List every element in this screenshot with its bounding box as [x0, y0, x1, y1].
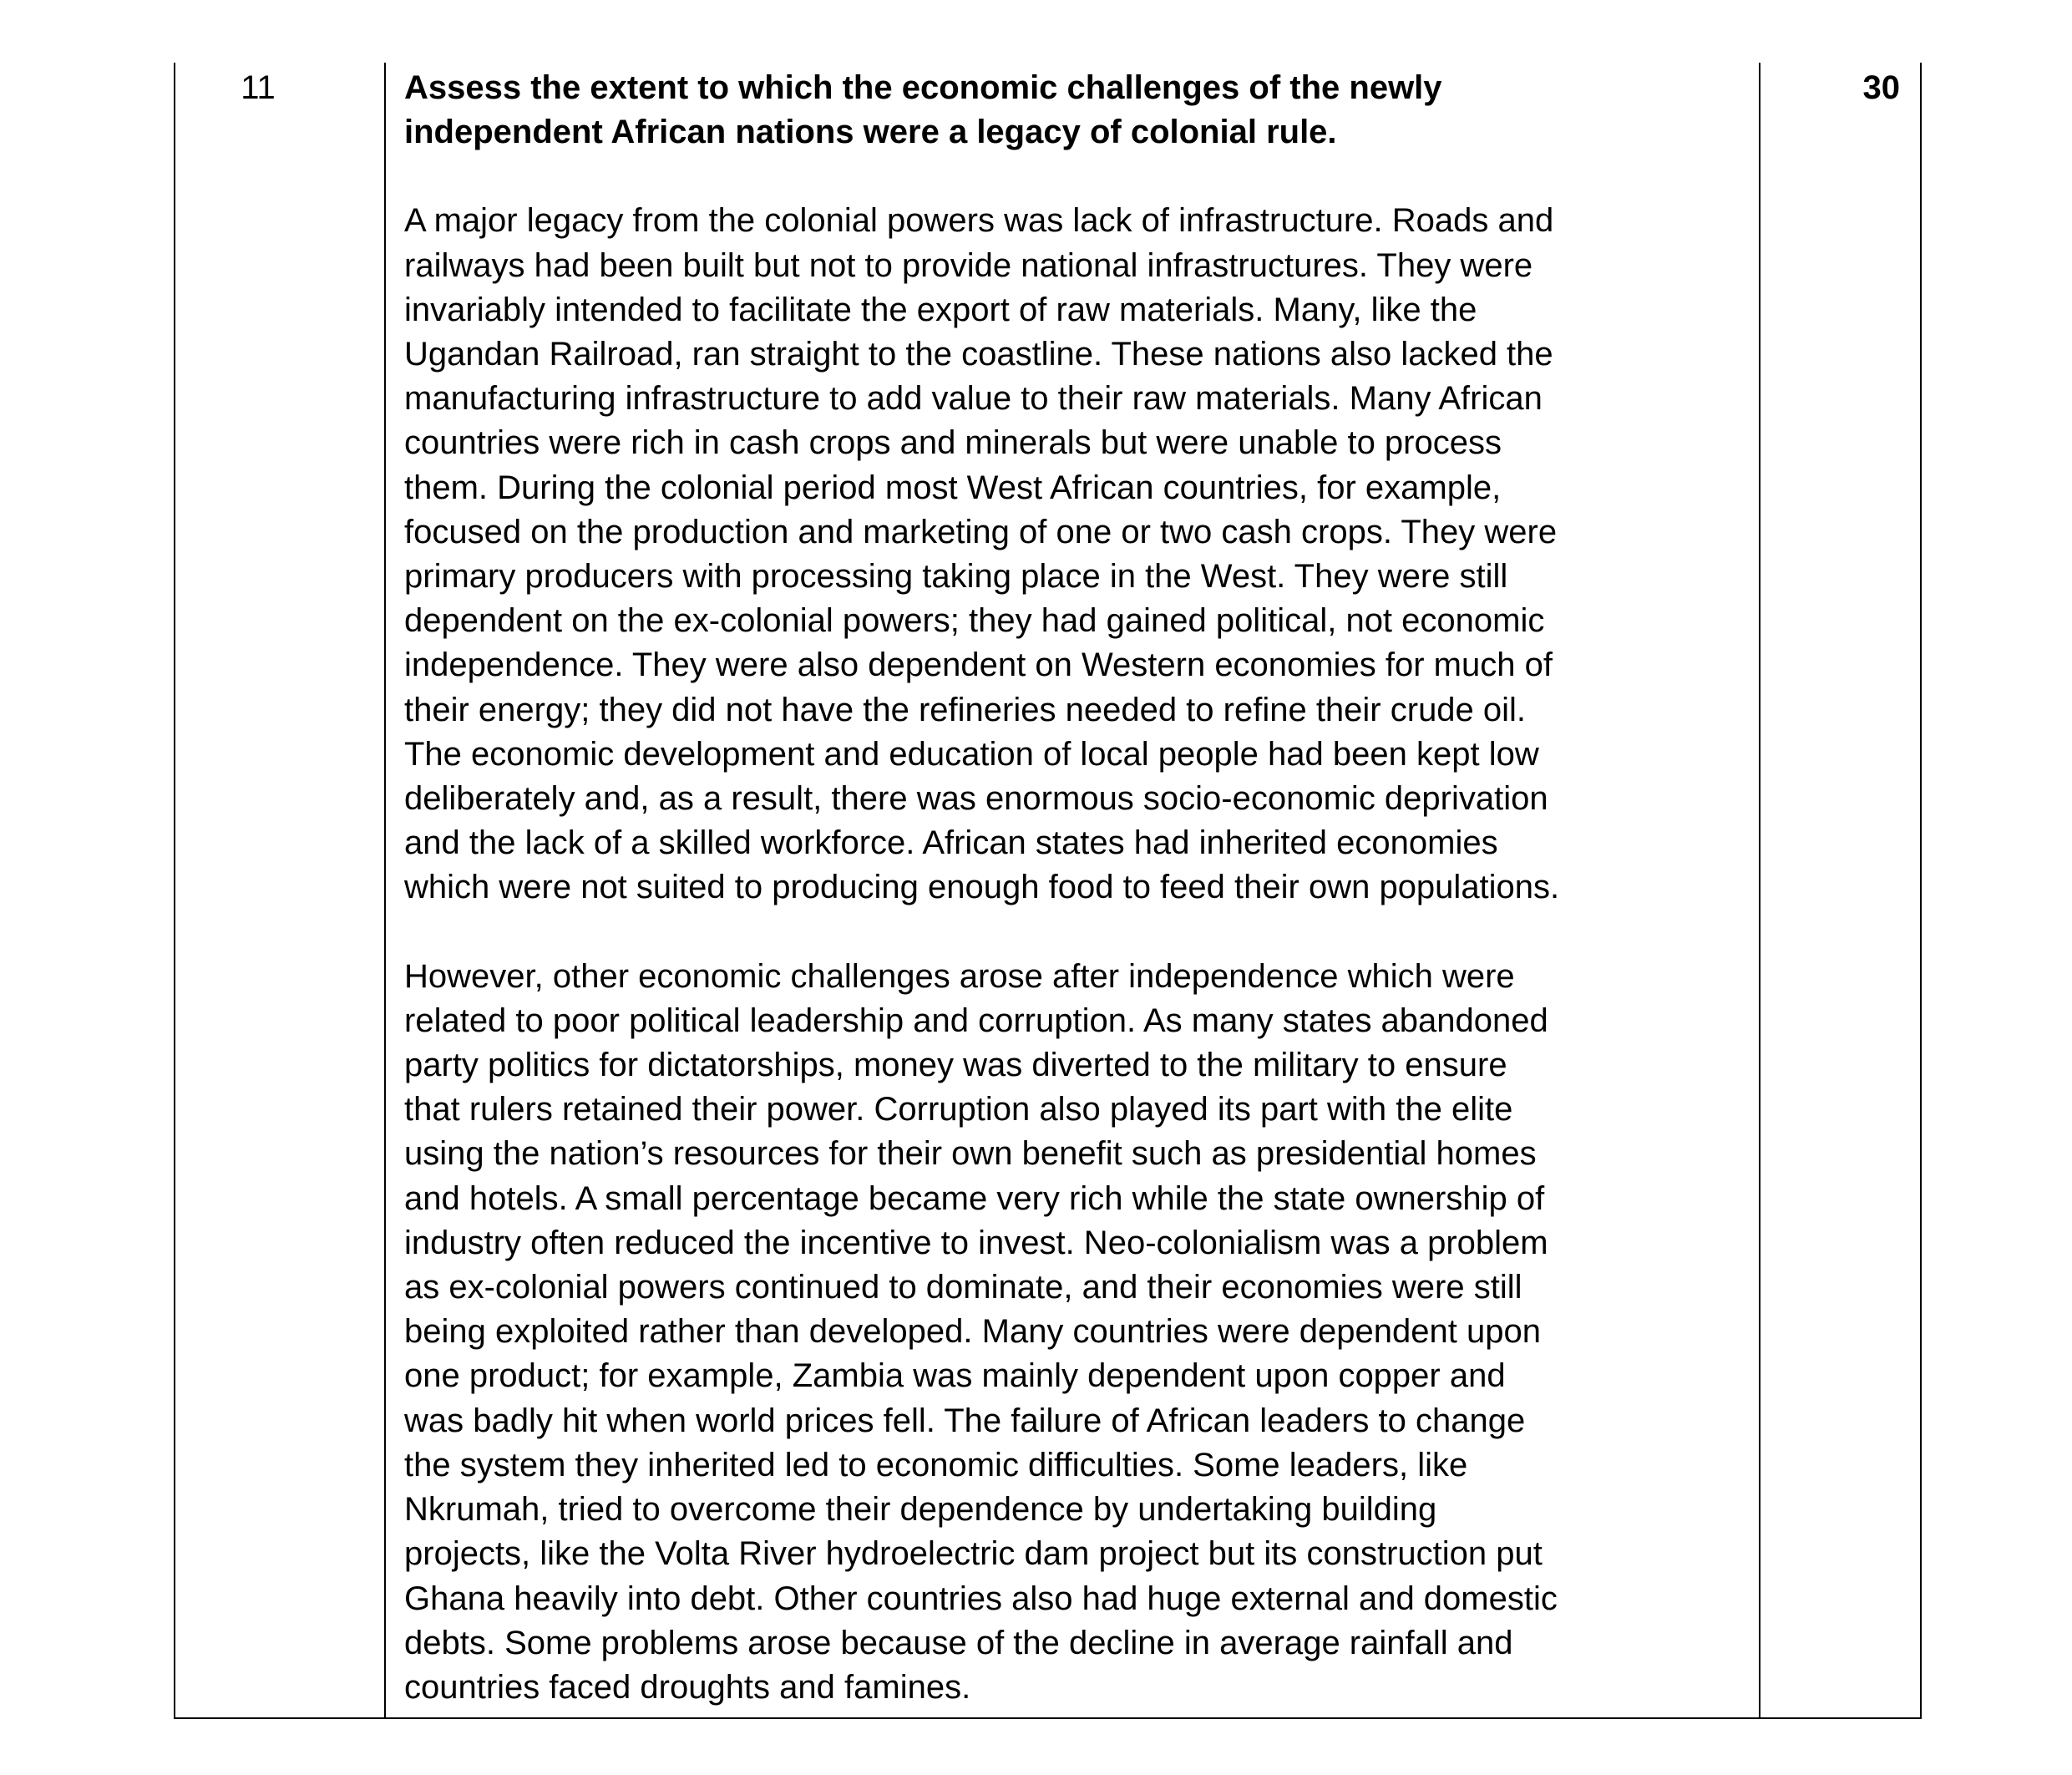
answer-paragraph-2: However, other economic challenges arose after independence which were related to poor political leadership and corruption. As many states abandoned party politics for dictatorships, money was diverted to the military to ensure that rulers retained their power. Corruption also played its part with the elite using the nation’s resources for their own benefit such as presidential homes and hotels. A small percentage became very rich while the state ownership of industry often reduced the incentive to invest. Neo-colonialism was a problem as ex-colonial powers continued to dominate, and their economies were still being exploited rather than developed. Many countries were dependent upon one product; for example, Zambia was mainly dependent upon copper and was badly hit when world prices fell. The failure of African leaders to change the system they inherited led to economic difficulties. Some leaders, like Nkrumah, tried to overcome their dependence by undertaking building projects, like the Volta River hydroelectric dam project but its construction put Ghana heavily into debt. Other countries also had huge external and domestic debts. Some problems arose because of the decline in average rainfall and countries faced droughts and famines. [404, 957, 1558, 1706]
question-title: Assess the extent to which the economic challenges of the newly independent African nations were a legacy of colonial rule. [404, 69, 1442, 151]
question-marks: 30 [1862, 69, 1900, 106]
question-number: 11 [241, 69, 276, 106]
answer-cell [386, 63, 1760, 1717]
mark-scheme-table [174, 63, 1922, 1719]
marks-cell [1760, 63, 1920, 1717]
answer-paragraph-1: A major legacy from the colonial powers was lack of infrastructure. Roads and railways had been built but not to provide national infrastructures. They were invariably intended to facilitate the export of raw materials. Many, like the Ugandan Railroad, ran straight to the coastline. These nations also lacked the manufacturing infrastructure to add value to their raw materials. Many African countries were rich in cash crops and minerals but were unable to process them. During the colonial period most West African countries, for example, focused on the production and marketing of one or two cash crops. They were primary producers with processing taking place in the West. They were still dependent on the ex-colonial powers; they had gained political, not economic independence. They were also dependent on Western economies for much of their energy; they did not have the refineries needed to refine their crude oil. The economic development and education of local people had been kept low deliberately and, as a result, there was enormous socio-economic deprivation and the lack of a skilled workforce. African states had inherited economies which were not suited to producing enough food to feed their own populations. [404, 202, 1560, 906]
question-number-cell [175, 63, 386, 1717]
